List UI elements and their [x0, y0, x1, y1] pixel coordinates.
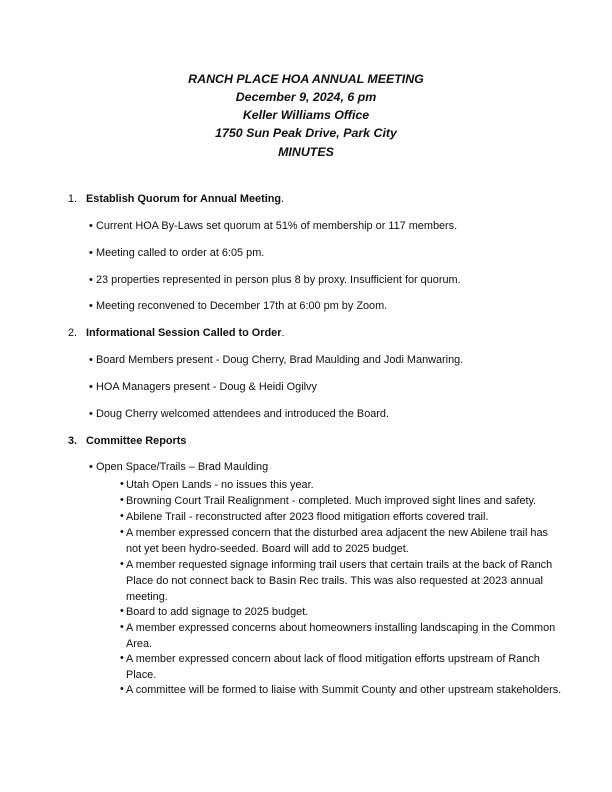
section-title: Committee Reports: [86, 435, 187, 447]
list-item: Meeting called to order at 6:05 pm.: [96, 247, 265, 259]
bullet-icon: •: [120, 478, 124, 490]
meeting-address: 1750 Sun Peak Drive, Park City: [215, 126, 397, 140]
list-item: 23 properties represented in person plus 8 by proxy. Insufficient for quorum.: [96, 274, 461, 286]
list-item: Current HOA By-Laws set quorum at 51% of membership or 117 members.: [96, 220, 458, 232]
bullet-icon: •: [120, 683, 124, 695]
section-title: Establish Quorum for Annual Meeting: [86, 193, 282, 205]
section-number: 2.: [68, 327, 78, 339]
bullet-icon: •: [89, 220, 93, 232]
sub-list-item: A member requested signage informing trail users that certain trails at the back of Ranch Place do not connect back to Basin Rec trails. This was also requested at 2023 annual meeting.: [126, 559, 553, 603]
sub-list-item: A member expressed concerns about homeowners installing landscaping in the Common Area.: [126, 622, 556, 650]
list-item: Board Members present - Doug Cherry, Brad Maulding and Jodi Manwaring.: [96, 354, 464, 366]
list-item: Doug Cherry welcomed attendees and introduced the Board.: [96, 408, 390, 420]
meeting-date: December 9, 2024, 6 pm: [235, 90, 377, 104]
section-title-period: .: [281, 193, 285, 205]
bullet-icon: •: [89, 461, 93, 473]
bullet-icon: •: [89, 274, 93, 286]
meeting-venue: Keller Williams Office: [242, 108, 370, 122]
bullet-icon: •: [120, 605, 124, 617]
section-title-period: .: [281, 327, 285, 339]
meeting-title: RANCH PLACE HOA ANNUAL MEETING: [188, 72, 424, 86]
section-heading: [86, 326, 285, 340]
list-item: Open Space/Trails – Brad Maulding: [96, 461, 269, 473]
bullet-icon: •: [120, 558, 124, 570]
bullet-icon: •: [89, 354, 93, 366]
bullet-icon: •: [120, 652, 124, 664]
sub-list-item: Board to add signage to 2025 budget.: [126, 606, 309, 618]
sub-list-item: A member expressed concern that the disturbed area adjacent the new Abilene trail has not yet been hydro-seeded. Board will add to 2025 budget.: [126, 527, 548, 555]
sub-list-item: Abilene Trail - reconstructed after 2023 flood mitigation efforts covered trail.: [126, 511, 489, 523]
bullet-icon: •: [89, 247, 93, 259]
bullet-icon: •: [89, 381, 93, 393]
sub-list-item: Browning Court Trail Realignment - completed. Much improved sight lines and safety.: [126, 495, 537, 507]
list-item: HOA Managers present - Doug & Heidi Ogilvy: [96, 381, 317, 393]
sub-list-item: A committee will be formed to liaise with Summit County and other upstream stakeholders.: [126, 684, 562, 696]
bullet-icon: •: [120, 510, 124, 522]
sub-list-item: Utah Open Lands - no issues this year.: [126, 479, 314, 491]
section-number: 1.: [68, 193, 78, 205]
section-heading: [86, 192, 284, 206]
document-type: MINUTES: [278, 145, 334, 159]
section-title: Informational Session Called to Order: [86, 327, 282, 339]
bullet-icon: •: [89, 408, 93, 420]
bullet-icon: •: [89, 300, 93, 312]
bullet-icon: •: [120, 526, 124, 538]
bullet-icon: •: [120, 494, 124, 506]
bullet-icon: •: [120, 621, 124, 633]
sub-list-item: A member expressed concern about lack of flood mitigation efforts upstream of Ranch Place.: [126, 653, 540, 681]
section-number: 3.: [68, 435, 78, 447]
list-item: Meeting reconvened to December 17th at 6:00 pm by Zoom.: [96, 300, 388, 312]
